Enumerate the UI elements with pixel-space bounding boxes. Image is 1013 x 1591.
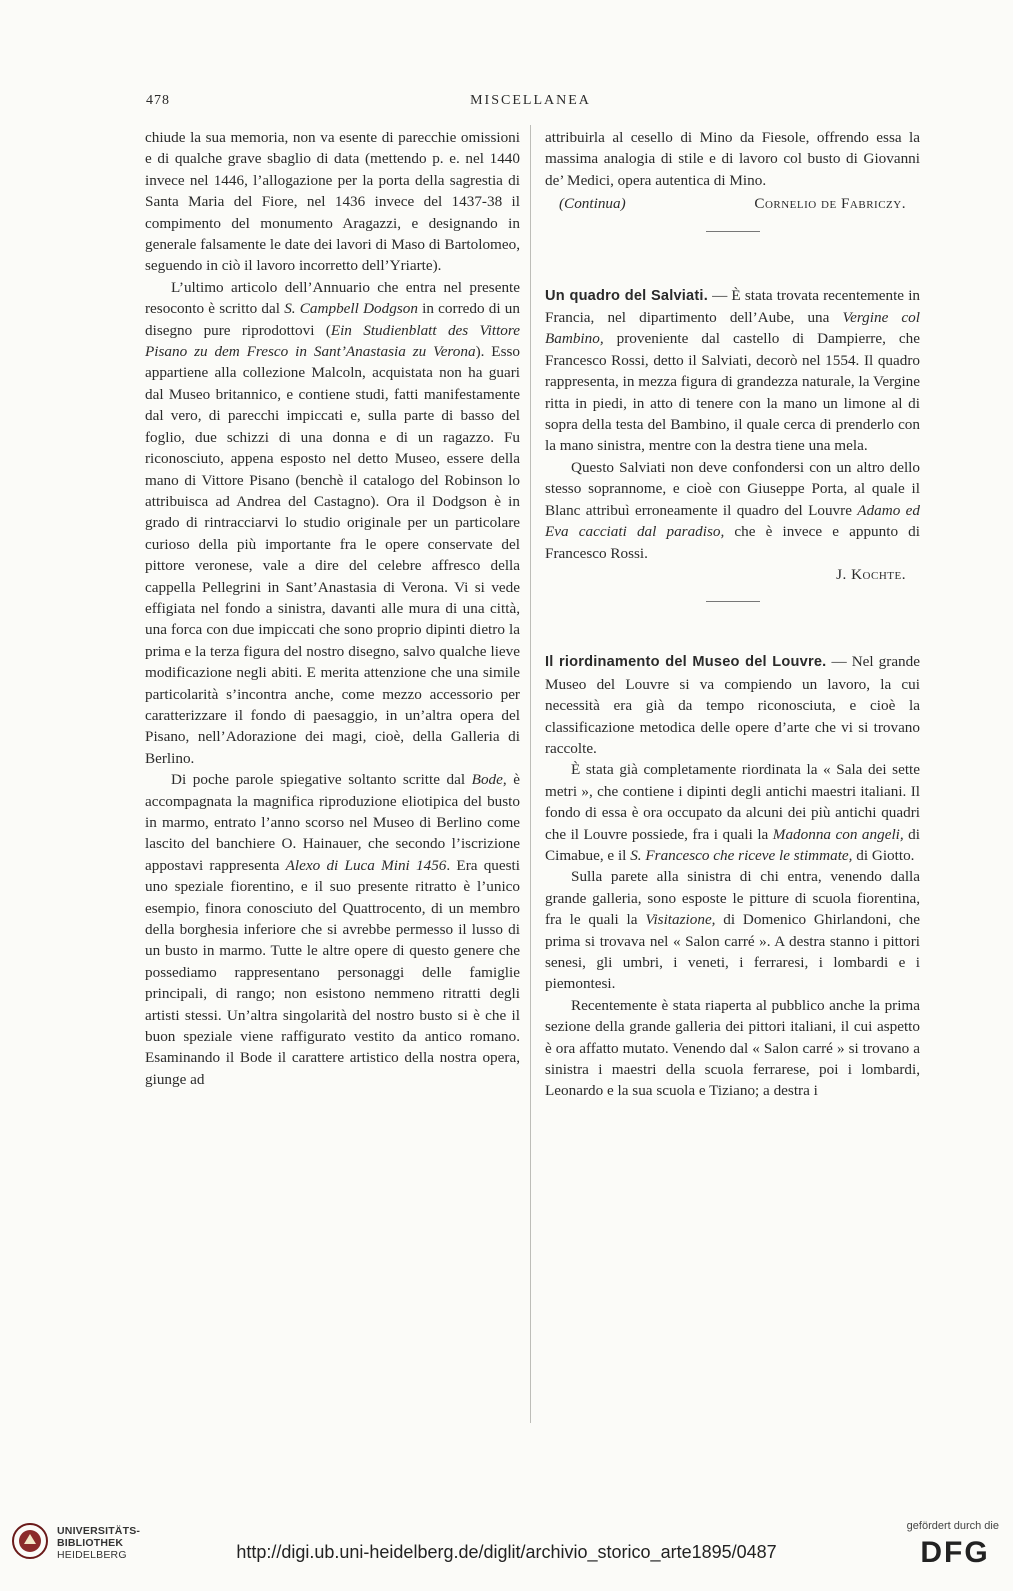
- paragraph: Di poche parole spiegative soltanto scritte dal Bode, è accompagnata la magnifica riproduzione eliotipica del busto in marmo, entrato l’anno scorso nel Museo di Berlino come lascito del banchiere O. Hainauer, che secondo l’iscrizione appostavi rappresenta Alexo di Luca Mini 1456. Era questi uno speziale fiorentino, e il suo presente ritratto è l’unico esempio, finora conosciuto del Quattrocento, di un membro della borghesia inferiore che si avrebbe permesso il lusso di un busto in marmo. Tutte le altre opere di questo genere che possediamo rappresentano personaggi delle famiglie principali, di rango; non esistono nemmeno ritratti degli artisti stessi. Un’altra singolarità del nostro busto si è che il buon speziale viene raffigurato vestito da antico romano. Esaminando il Bode il carattere artistico della nostra opera, giunge ad: [145, 771, 520, 1088]
- svg-text:DFG: DFG: [920, 1536, 990, 1565]
- section-title: Il riordinamento del Museo del Louvre.: [545, 654, 827, 671]
- dfg-logo-icon: [909, 1535, 1001, 1565]
- paragraph: chiude la sua memoria, non va esente di parecchie omissioni e di qualche grave sbaglio di data (mettendo p. e. nel 1440 invece nel 1446, l’allogazione per la porta della sagrestia di Santa Maria del Fiore, nel 1436 invece del 1437-38 il compimento del monumento Aragazzi, e designando in generale falsamente le date dei lavori di Maso di Bartolomeo, seguendo in ciò il lavoro incorretto dell’Yriarte).: [145, 129, 520, 275]
- section-title: Un quadro del Salviati.: [545, 287, 708, 304]
- running-head: MISCELLANEA: [470, 93, 591, 108]
- paragraph: Questo Salviati non deve confondersi con un altro dello stesso soprannome, e cioè con Giuseppe Porta, al quale il Blanc attribuì erroneamente il quadro del Louvre Adamo ed Eva cacciati dal paradiso, che è invece e appunto di Francesco Rossi.: [545, 458, 920, 562]
- library-name: UNIVERSITÄTS- BIBLIOTHEK HEIDELBERG: [57, 1525, 141, 1561]
- page-number: 478: [146, 93, 170, 108]
- section-louvre: Il riordinamento del Museo del Louvre. — Nel grande Museo del Louvre si va compiendo un lavoro, la cui necessità era già da tempo riconosciuta, e cioè la classificazione metodica delle opere d’arte che vi si trovano raccolte.: [545, 653, 920, 757]
- author-signature: J. Kochte.: [836, 565, 906, 583]
- right-column: [545, 127, 920, 1591]
- author-name: S. Campbell Dodgson: [284, 300, 418, 318]
- author-signature: Cornelio de Fabriczy.: [754, 195, 906, 213]
- separator-rule: [706, 601, 760, 602]
- footer: [0, 1500, 1013, 1591]
- work-title: Visitazione,: [645, 911, 716, 929]
- work-title: Ein Studienblatt des Vittore Pisano zu dem Fresco in Sant’Anastasia zu Verona: [145, 321, 520, 361]
- paragraph: L’ultimo articolo dell’Annuario che entra nel presente resoconto è scritto dal S. Campbell Dodgson in corredo di un disegno pure riprodottovi (Ein Studienblatt des Vittore Pisano zu dem Fresco in Sant’Anastasia zu Verona). Esso appartiene alla collezione Malcoln, acquistata non ha guari dal Museo britannico, e contiene studi, fatti manifestamente dal vero, di parecchi impiccati e, sulla parte di basso del foglio, due schizzi di una donna e di un ragazzo. Fu riconosciuto, appena esposto nel detto Museo, essere della mano di Vittore Pisano (benchè il catalogo del Robinson lo attribuisca ad Andrea del Castagno). Ora il Dodgson è in grado di rintracciarvi lo studio originale per un particolare curioso della più importante fra le opere conservate del pittore veronese, vale a dire del celebre affresco della cappella Pellegrini in Sant’Anastasia di Verona. Vi si vede effigiata nel fondo a sinistra, davanti alle mura di una città, una forca con due impiccati che sono proprio dipinti dietro la prima e la terza figura del nostro disegno, salvo qualche lieve modificazione negli abiti. E merita attenzione che una simile particolarità s’incontra anche, come mezzo accessorio per caratterizzare il fondo di paesaggio, in un’altra opera del Pisano, nell’Adorazione dei magi, cioè, della Galleria di Berlino.: [145, 278, 520, 767]
- signature-line: [545, 193, 920, 214]
- paragraph: attribuirla al cesello di Mino da Fiesole, offrendo essa la massima analogia di stile e di lavoro col busto di Giovanni de’ Medici, opera autentica di Mino.: [545, 129, 920, 189]
- funded-by-label: gefördert durch die: [906, 1520, 999, 1532]
- section-salviati: Un quadro del Salviati. — È stata trovata recentemente in Francia, nel dipartimento dell’Aube, una Vergine col Bambino, proveniente dal castello di Dampierre, che Francesco Rossi, detto il Salviati, decorò nel 1554. Il quadro rappresenta, in mezza figura di grandezza naturale, la Vergine ritta in piedi, in atto di tenere con la mano un limone al di sopra della testa del Bambino, il quale cerca di prenderlo con la mano sinistra, mentre con la destra tiene una mela.: [545, 286, 921, 455]
- paragraph: Recentemente è stata riaperta al pubblico anche la prima sezione della grande galleria dei pittori italiani, il cui aspetto è ora affatto mutato. Venendo dal « Salon carré » si trovano a sinistra i maestri della scuola ferrarese, poi i lombardi, Leonardo e la sua scuola e Tiziano; a destra i: [545, 996, 920, 1100]
- inscription: Alexo di Luca Mini 1456: [285, 856, 447, 874]
- left-column: [145, 127, 520, 1591]
- author-name: Bode: [471, 771, 503, 789]
- paragraph: Sulla parete alla sinistra di chi entra, venendo dalla grande galleria, sono esposte le pitture di scuola fiorentina, fra le quali la Visitazione, di Domenico Ghirlandoni, che prima si trovava nel « Salon carré ». A destra stanno i pittori senesi, gli umbri, i veneti, i ferraresi, i lombardi e i piemontesi.: [545, 868, 920, 993]
- work-title: Adamo ed Eva cacciati dal paradiso,: [545, 501, 920, 541]
- separator-rule: [706, 231, 760, 232]
- work-title: Madonna con angeli,: [772, 825, 904, 843]
- column-divider: [530, 125, 531, 1423]
- work-title: Vergine col Bambino,: [545, 309, 920, 348]
- source-url-link[interactable]: http://digi.ub.uni-heidelberg.de/diglit/archivio_storico_arte1895/0487: [236, 1542, 777, 1562]
- paragraph: È stata già completamente riordinata la « Sala dei sette metri », che contiene i dipinti degli antichi maestri italiani. Il fondo di essa è ora occupato da alcuni dei più antichi quadri che il Louvre possiede, fra i quali la Madonna con angeli, di Cimabue, e il S. Francesco che riceve le stimmate, di Giotto.: [545, 761, 920, 864]
- page-header: [146, 93, 915, 115]
- continua-note: (Continua): [559, 195, 626, 213]
- work-title: S. Francesco che riceve le stimmate,: [630, 846, 853, 864]
